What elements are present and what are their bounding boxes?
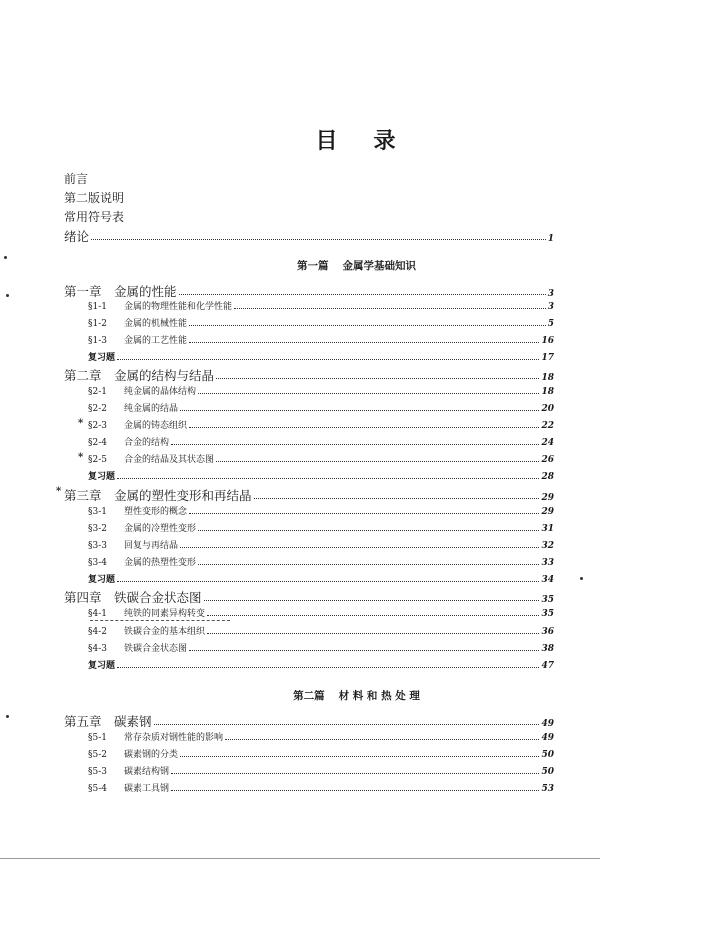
entry-page: 35: [541, 595, 554, 605]
part-title: 材 料 和 热 处 理: [338, 690, 420, 702]
toc-entry-review-4[interactable]: [88, 658, 554, 671]
section-title: 常存杂质对钢性能的影响: [124, 733, 224, 743]
toc-entry-section-1-1[interactable]: [88, 299, 554, 312]
toc-entry-section-1-3[interactable]: [88, 333, 554, 346]
section-title: 回复与再结晶: [124, 541, 179, 551]
front-matter-symbols[interactable]: 常用符号表: [64, 210, 125, 224]
entry-page: 32: [541, 541, 554, 551]
scan-speck: [6, 294, 9, 297]
entry-page: 53: [541, 784, 554, 794]
leader-dots: [189, 325, 546, 326]
leader-dots: [180, 410, 539, 411]
section-title: 碳素钢的分类: [124, 750, 179, 760]
leader-dots: [171, 773, 539, 774]
leader-dots: [180, 756, 539, 757]
entry-page: 50: [541, 750, 554, 760]
section-number: §2-4: [88, 438, 107, 448]
toc-entry-section-3-3[interactable]: [88, 538, 554, 551]
toc-entry-section-4-3[interactable]: [88, 641, 554, 654]
section-number: §3-3: [88, 541, 107, 551]
entry-page: 5: [547, 319, 554, 329]
entry-page: 16: [541, 336, 554, 346]
entry-page: 38: [541, 644, 554, 654]
optional-marker-2-5: *: [78, 452, 84, 463]
scan-speck: [580, 577, 583, 580]
toc-entry-section-3-1[interactable]: [88, 504, 554, 517]
leader-dots: [204, 600, 540, 601]
section-title: 纯铁的同素异构转变: [124, 609, 206, 619]
toc-entry-section-4-2[interactable]: [88, 624, 554, 637]
toc-entry-chapter-1[interactable]: [64, 282, 554, 300]
toc-entry-section-4-1[interactable]: [88, 606, 554, 619]
leader-dots: [171, 444, 539, 445]
section-number: §5-2: [88, 750, 107, 760]
toc-entry-section-3-2[interactable]: [88, 521, 554, 534]
entry-page: 3: [547, 289, 554, 299]
leader-dots: [117, 667, 539, 668]
entry-label: 复习题: [88, 353, 116, 363]
entry-label: 第五章 碳素钢: [64, 714, 152, 729]
entry-page: 29: [541, 493, 554, 503]
section-number: §5-4: [88, 784, 107, 794]
entry-page: 1: [547, 234, 554, 244]
entry-page: 18: [541, 373, 554, 383]
entry-page: 50: [541, 767, 554, 777]
leader-dots: [207, 633, 539, 634]
leader-dots: [117, 478, 539, 479]
leader-dots: [207, 615, 539, 616]
entry-label: 第二章 金属的结构与结晶: [64, 368, 215, 383]
leader-dots: [154, 724, 540, 725]
entry-page: 35: [541, 609, 554, 619]
part-title: 金属学基础知识: [342, 260, 416, 272]
section-number: §4-1: [88, 609, 107, 619]
section-title: 铁碳合金状态图: [124, 644, 188, 654]
toc-entry-section-5-1[interactable]: [88, 730, 554, 743]
leader-dots: [179, 294, 546, 295]
entry-page: 17: [541, 353, 554, 363]
section-title: 金属的热塑性变形: [124, 558, 197, 568]
toc-entry-chapter-3[interactable]: [64, 486, 554, 504]
section-number: §5-3: [88, 767, 107, 777]
leader-dots: [180, 547, 539, 548]
entry-page: 31: [541, 524, 554, 534]
entry-label: 绪论: [64, 229, 90, 244]
toc-entry-section-2-4[interactable]: [88, 435, 554, 448]
section-title: 金属的物理性能和化学性能: [124, 302, 233, 312]
entry-page: 26: [541, 455, 554, 465]
section-number: §3-2: [88, 524, 107, 534]
toc-entry-review-1[interactable]: [88, 350, 554, 363]
title-char-1: 目: [315, 129, 340, 154]
section-title: 铁碳合金的基本组织: [124, 627, 206, 637]
toc-entry-chapter-5[interactable]: [64, 712, 554, 730]
section-title: 合金的结晶及其状态图: [124, 455, 215, 465]
leader-dots: [234, 308, 546, 309]
section-title: 纯金属的结晶: [124, 404, 179, 414]
section-number: §5-1: [88, 733, 107, 743]
front-matter-second-edition[interactable]: 第二版说明: [64, 191, 125, 205]
leader-dots: [117, 581, 539, 582]
section-title: 纯金属的晶体结构: [124, 387, 197, 397]
section-number: §2-3: [88, 421, 107, 431]
toc-entry-section-3-4[interactable]: [88, 555, 554, 568]
leader-dots: [91, 239, 546, 240]
section-number: §1-2: [88, 319, 107, 329]
entry-page: 49: [541, 733, 554, 743]
front-matter-preface[interactable]: 前言: [64, 172, 89, 186]
entry-page: 49: [541, 719, 554, 729]
leader-dots: [225, 739, 539, 740]
leader-dots: [198, 564, 539, 565]
section-number: §3-4: [88, 558, 107, 568]
leader-dots: [254, 498, 540, 499]
part-heading-1: [0, 258, 713, 273]
section-number: §1-3: [88, 336, 107, 346]
optional-marker-chapter-3: *: [56, 486, 62, 497]
entry-label: 第四章 铁碳合金状态图: [64, 590, 202, 605]
entry-page: 28: [541, 472, 554, 482]
entry-page: 18: [541, 387, 554, 397]
section-title: 碳素结构钢: [124, 767, 170, 777]
section-number: §4-2: [88, 627, 107, 637]
leader-dots: [189, 650, 539, 651]
leader-dots: [198, 530, 539, 531]
section-number: §2-1: [88, 387, 107, 397]
page-title: [0, 124, 713, 155]
leader-dots: [216, 378, 539, 379]
section-title: 塑性变形的概念: [124, 507, 188, 517]
section-number: §2-2: [88, 404, 107, 414]
section-number: §2-5: [88, 455, 107, 465]
leader-dots: [189, 427, 539, 428]
toc-entry-section-5-2[interactable]: [88, 747, 554, 760]
entry-page: 22: [541, 421, 554, 431]
toc-entry-review-2[interactable]: [88, 469, 554, 482]
entry-page: 47: [541, 661, 554, 671]
entry-page: 33: [541, 558, 554, 568]
leader-dots: [117, 359, 539, 360]
entry-label: 复习题: [88, 575, 116, 585]
toc-entry-section-5-4[interactable]: [88, 781, 554, 794]
part-number: 第一篇: [297, 260, 329, 272]
section-title: 碳素工具钢: [124, 784, 170, 794]
section-title: 合金的结构: [124, 438, 170, 448]
toc-entry-section-5-3[interactable]: [88, 764, 554, 777]
entry-page: 3: [547, 302, 554, 312]
toc-entry-review-3[interactable]: [88, 572, 554, 585]
entry-label: 复习题: [88, 472, 116, 482]
toc-entry-section-2-1[interactable]: [88, 384, 554, 397]
entry-page: 34: [541, 575, 554, 585]
part-number: 第二篇: [293, 690, 325, 702]
scan-speck: [6, 715, 9, 718]
leader-dots: [198, 393, 539, 394]
toc-entry-intro[interactable]: [64, 227, 554, 245]
section-title: 金属的机械性能: [124, 319, 188, 329]
toc-entry-chapter-2[interactable]: [64, 366, 554, 384]
title-char-2: 录: [373, 129, 398, 154]
entry-page: 20: [541, 404, 554, 414]
leader-dots: [171, 790, 539, 791]
entry-page: 36: [541, 627, 554, 637]
section-number: §4-3: [88, 644, 107, 654]
section-number: §3-1: [88, 507, 107, 517]
entry-label: 第一章 金属的性能: [64, 284, 177, 299]
scan-edge-line: [0, 858, 600, 859]
leader-dots: [189, 342, 539, 343]
entry-page: 29: [541, 507, 554, 517]
pen-underline-mark: [90, 620, 230, 621]
leader-dots: [216, 461, 539, 462]
part-heading-2: [0, 688, 713, 703]
section-title: 金属的铸态组织: [124, 421, 188, 431]
scan-speck: [4, 256, 7, 259]
section-number: §1-1: [88, 302, 107, 312]
optional-marker-2-3: *: [78, 418, 84, 429]
front-matter-list: [64, 170, 124, 227]
entry-label: 复习题: [88, 661, 116, 671]
toc-entry-section-2-3[interactable]: [88, 418, 554, 431]
section-title: 金属的工艺性能: [124, 336, 188, 346]
section-title: 金属的冷塑性变形: [124, 524, 197, 534]
entry-label: 第三章 金属的塑性变形和再结晶: [64, 488, 252, 503]
toc-entry-section-2-5[interactable]: [88, 452, 554, 465]
entry-page: 24: [541, 438, 554, 448]
toc-entry-section-1-2[interactable]: [88, 316, 554, 329]
toc-entry-chapter-4[interactable]: [64, 588, 554, 606]
toc-entry-section-2-2[interactable]: [88, 401, 554, 414]
leader-dots: [189, 513, 539, 514]
